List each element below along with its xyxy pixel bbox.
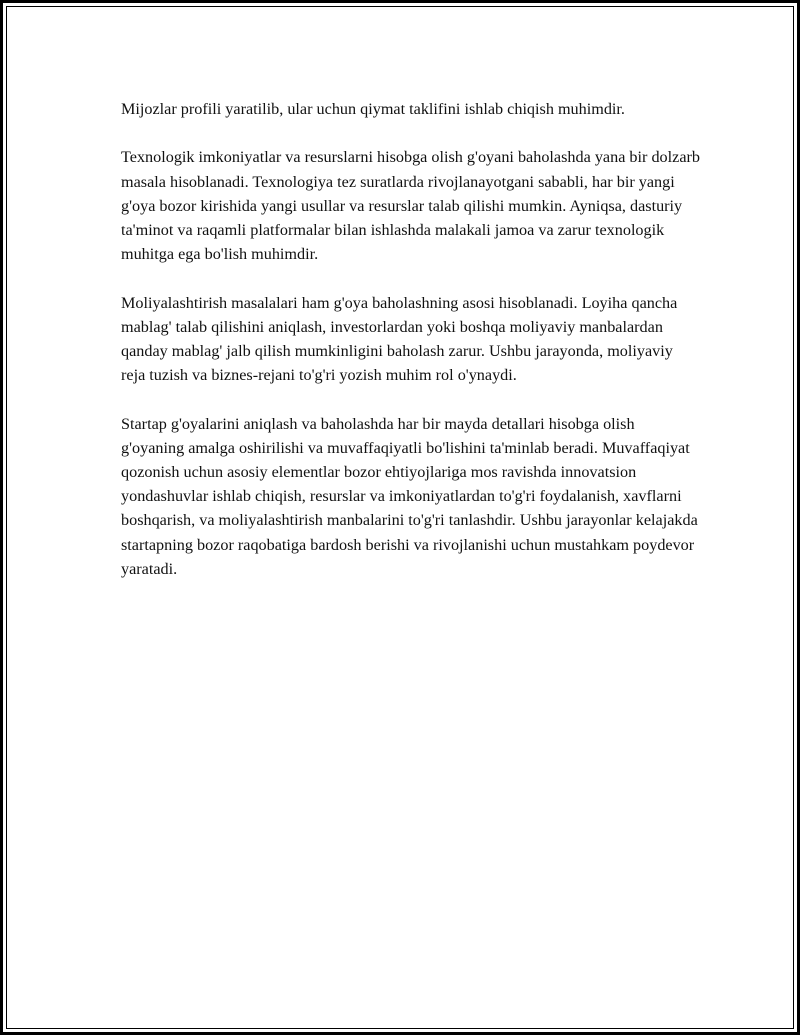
paragraph-technology-resources: Texnologik imkoniyatlar va resurslarni hisobga olish g'oyani baholashda yana bir dolzarb masala hisoblanadi. Texnologiya tez suratlarda rivojlanayotgani sababli, har bir yangi g'oya bozor kirishida yangi usullar va resurslar talab qilishi mumkin. Ayniqsa, dasturiy ta'minot va raqamli platformalar bilan ishlashda malakali jamoa va zarur texnologik muhitga ega bo'lish muhimdir. bbox=[121, 148, 700, 264]
document-body bbox=[121, 97, 701, 605]
paragraph-financing: Moliyalashtirish masalalari ham g'oya baholashning asosi hisoblanadi. Loyiha qancha mablag' talab qilishini aniqlash, investorlardan yoki boshqa moliyaviy manbalardan qanday mablag' jalb qilish mumkinligini baholash zarur. Ushbu jarayonda, moliyaviy reja tuzish va biznes-rejani to'g'ri yozish muhim rol o'ynaydi. bbox=[121, 293, 678, 385]
paragraph-startup-evaluation: Startap g'oyalarini aniqlash va baholashda har bir mayda detallari hisobga olish g'oyaning amalga oshirilishi va muvaffaqiyatli bo'lishini ta'minlab beradi. Muvaffaqiyat qozonish uchun asosiy elementlar bozor ehtiyojlariga mos ravishda innovatsion yondashuvlar ishlab chiqish, resurslar va imkoniyatlardan to'g'ri foydalanish, xavflarni boshqarish, va moliyalashtirish manbalarini to'g'ri tanlashdir. Ushbu jarayonlar kelajakda startapning bozor raqobatiga bardosh berishi va rivojlanishi uchun mustahkam poydevor yaratadi. bbox=[121, 414, 698, 578]
paragraph-customer-profile: Mijozlar profili yaratilib, ular uchun qiymat taklifini ishlab chiqish muhimdir. bbox=[121, 100, 625, 118]
